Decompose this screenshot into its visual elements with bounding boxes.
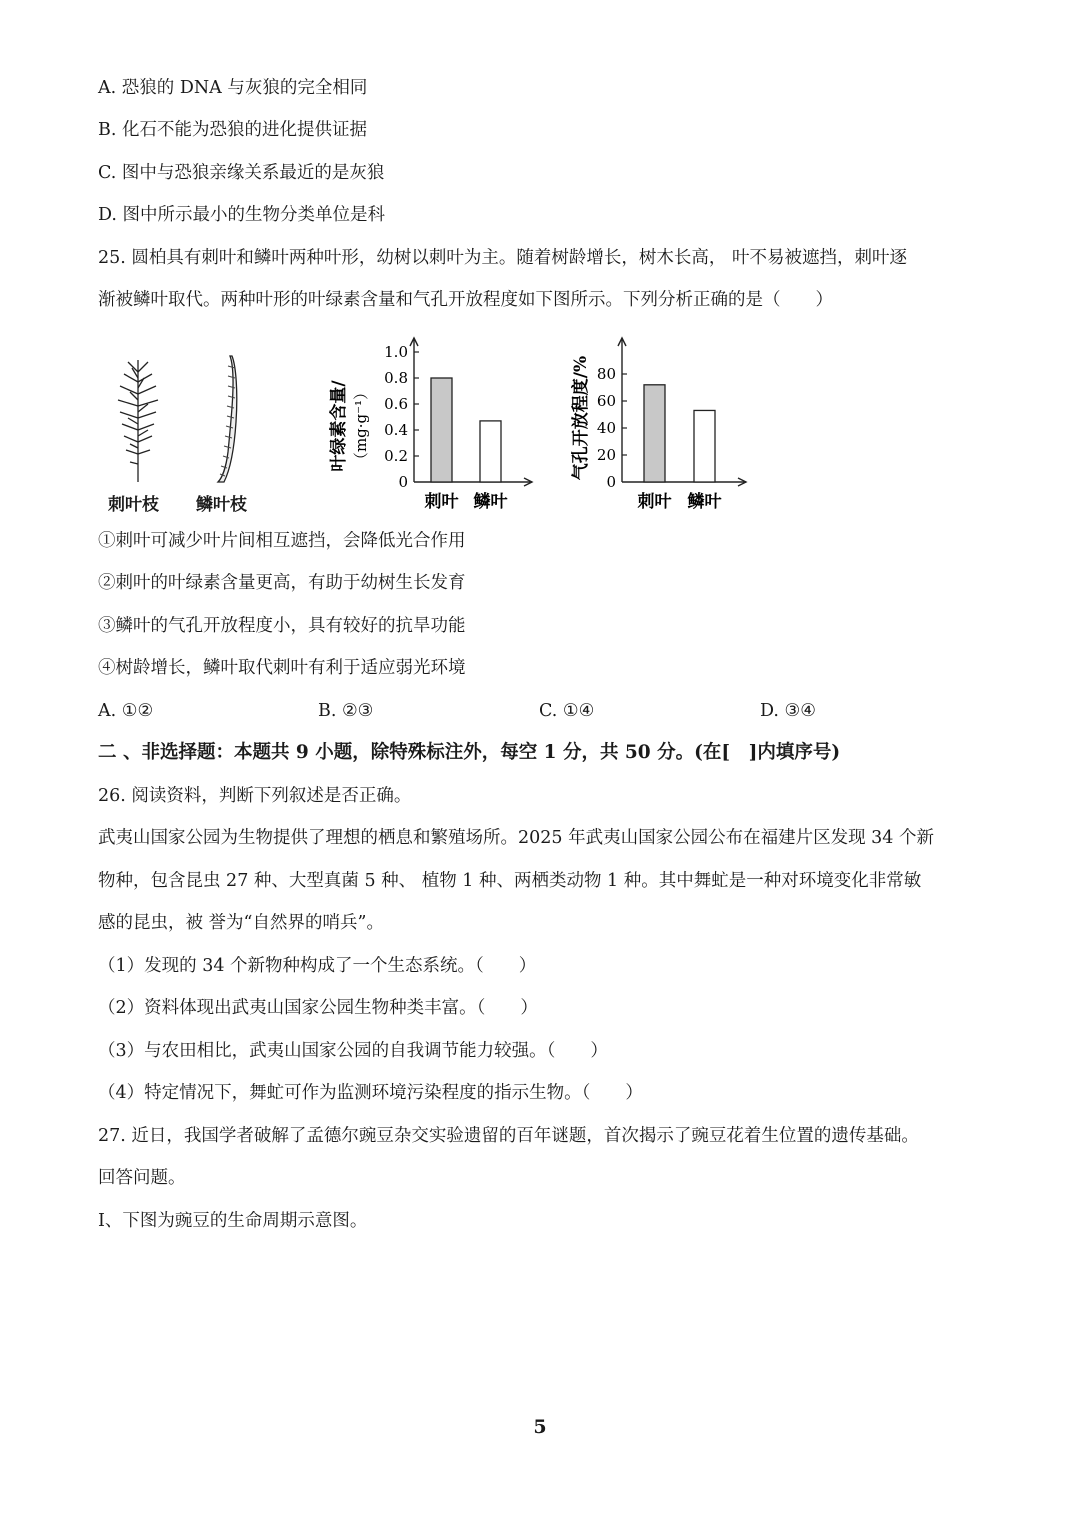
chart2-ylabel: 气孔开放程度/% [571,355,591,481]
q27-stem-line2: 回答问题。 [98,1168,186,1188]
chart2-tick-label: 20 [596,446,616,464]
chart1-bar-2 [480,421,501,482]
q26-item-4: （4）特定情况下，舞虻可作为监测环境污染程度的指示生物。（ ） [98,1083,643,1103]
q24-option-b: B. 化石不能为恐狼的进化提供证据 [98,120,367,140]
q25-choice-a: A. ①② [98,701,154,721]
chart1-ylabel-line1: 叶绿素含量/ [329,380,349,472]
q26-material-line2: 物种，包含昆虫 27 种、大型真菌 5 种、 植物 1 种、两栖类动物 1 种。其中舞虻是一种对环境变化非常敏 [98,871,922,891]
page-number: 5 [533,1416,547,1438]
q25-statement-3: ③鳞叶的气孔开放程度小，具有较好的抗旱功能 [98,616,466,636]
chart1-ylabel-line2: （mg·g⁻¹） [352,384,370,468]
q26-item-2: （2）资料体现出武夷山国家公园生物种类丰富。（ ） [98,998,538,1018]
chart2-tick-label: 0 [606,473,616,491]
chart2-tick-label: 60 [596,392,616,410]
chart1-tick-label: 0.8 [384,369,408,387]
q25-statement-1: ①刺叶可减少叶片间相互遮挡，会降低光合作用 [98,531,466,551]
q25-choice-c: C. ①④ [539,701,595,721]
q26-material-line3: 感的昆虫，被 誉为“自然界的哨兵”。 [98,913,384,933]
q24-option-c: C. 图中与恐狼亲缘关系最近的是灰狼 [98,163,385,183]
chart2-category-label: 刺叶 [637,492,672,512]
q26-stem: 26. 阅读资料，判断下列叙述是否正确。 [98,786,412,806]
scale-branch-label: 鳞叶枝 [196,495,247,515]
spiny-branch-label: 刺叶枝 [108,495,159,515]
chart1-bar-1 [431,378,452,482]
chart2-tick-label: 40 [596,419,616,437]
spiny-leaf-branch-illustration [108,352,168,484]
q26-item-1: （1）发现的 34 个新物种构成了一个生态系统。（ ） [98,956,537,976]
q27-part1: I、下图为豌豆的生命周期示意图。 [98,1211,368,1231]
q25-stem-line1: 25. 圆柏具有刺叶和鳞叶两种叶形，幼树以刺叶为主。随着树龄增长，树木长高， 叶不易被遮挡，刺叶逐 [98,248,907,268]
q25-choice-b: B. ②③ [318,701,374,721]
q26-item-3: （3）与农田相比，武夷山国家公园的自我调节能力较强。（ ） [98,1041,608,1061]
chart2-bar-2 [694,410,715,482]
q24-option-d: D. 图中所示最小的生物分类单位是科 [98,205,386,225]
chart1-tick-label: 0.4 [384,421,408,439]
chart1-tick-label: 0.6 [384,395,408,413]
chart2-bar-1 [644,385,665,482]
q25-stem-line2: 渐被鳞叶取代。两种叶形的叶绿素含量和气孔开放程度如下图所示。下列分析正确的是（ ） [98,290,833,310]
q25-statement-4: ④树龄增长，鳞叶取代刺叶有利于适应弱光环境 [98,658,466,678]
chart2-category-label: 鳞叶 [687,492,722,512]
chart1-category-label: 鳞叶 [473,492,508,512]
q24-option-a: A. 恐狼的 DNA 与灰狼的完全相同 [98,78,368,98]
chart1-tick-label: 0 [398,473,408,491]
q27-stem-line1: 27. 近日，我国学者破解了孟德尔豌豆杂交实验遗留的百年谜题，首次揭示了豌豆花着生位置的遗传基础。 [98,1126,919,1146]
chart1-category-label: 刺叶 [424,492,459,512]
chlorophyll-bar-chart [320,330,540,520]
stomatal-opening-bar-chart [566,330,766,520]
q25-choice-d: D. ③④ [760,701,816,721]
chart1-tick-label: 0.2 [384,447,408,465]
chart1-tick-label: 1.0 [384,343,408,361]
section2-title: 二 、非选择题：本题共 9 小题，除特殊标注外，每空 1 分，共 50 分。(在[ ]内填序号) [98,742,841,763]
q25-statement-2: ②刺叶的叶绿素含量更高，有助于幼树生长发育 [98,573,466,593]
scale-leaf-branch-illustration [206,352,246,484]
q26-material-line1: 武夷山国家公园为生物提供了理想的栖息和繁殖场所。2025 年武夷山国家公园公布在福建片区发现 34 个新 [98,828,934,848]
chart2-tick-label: 80 [596,365,616,383]
